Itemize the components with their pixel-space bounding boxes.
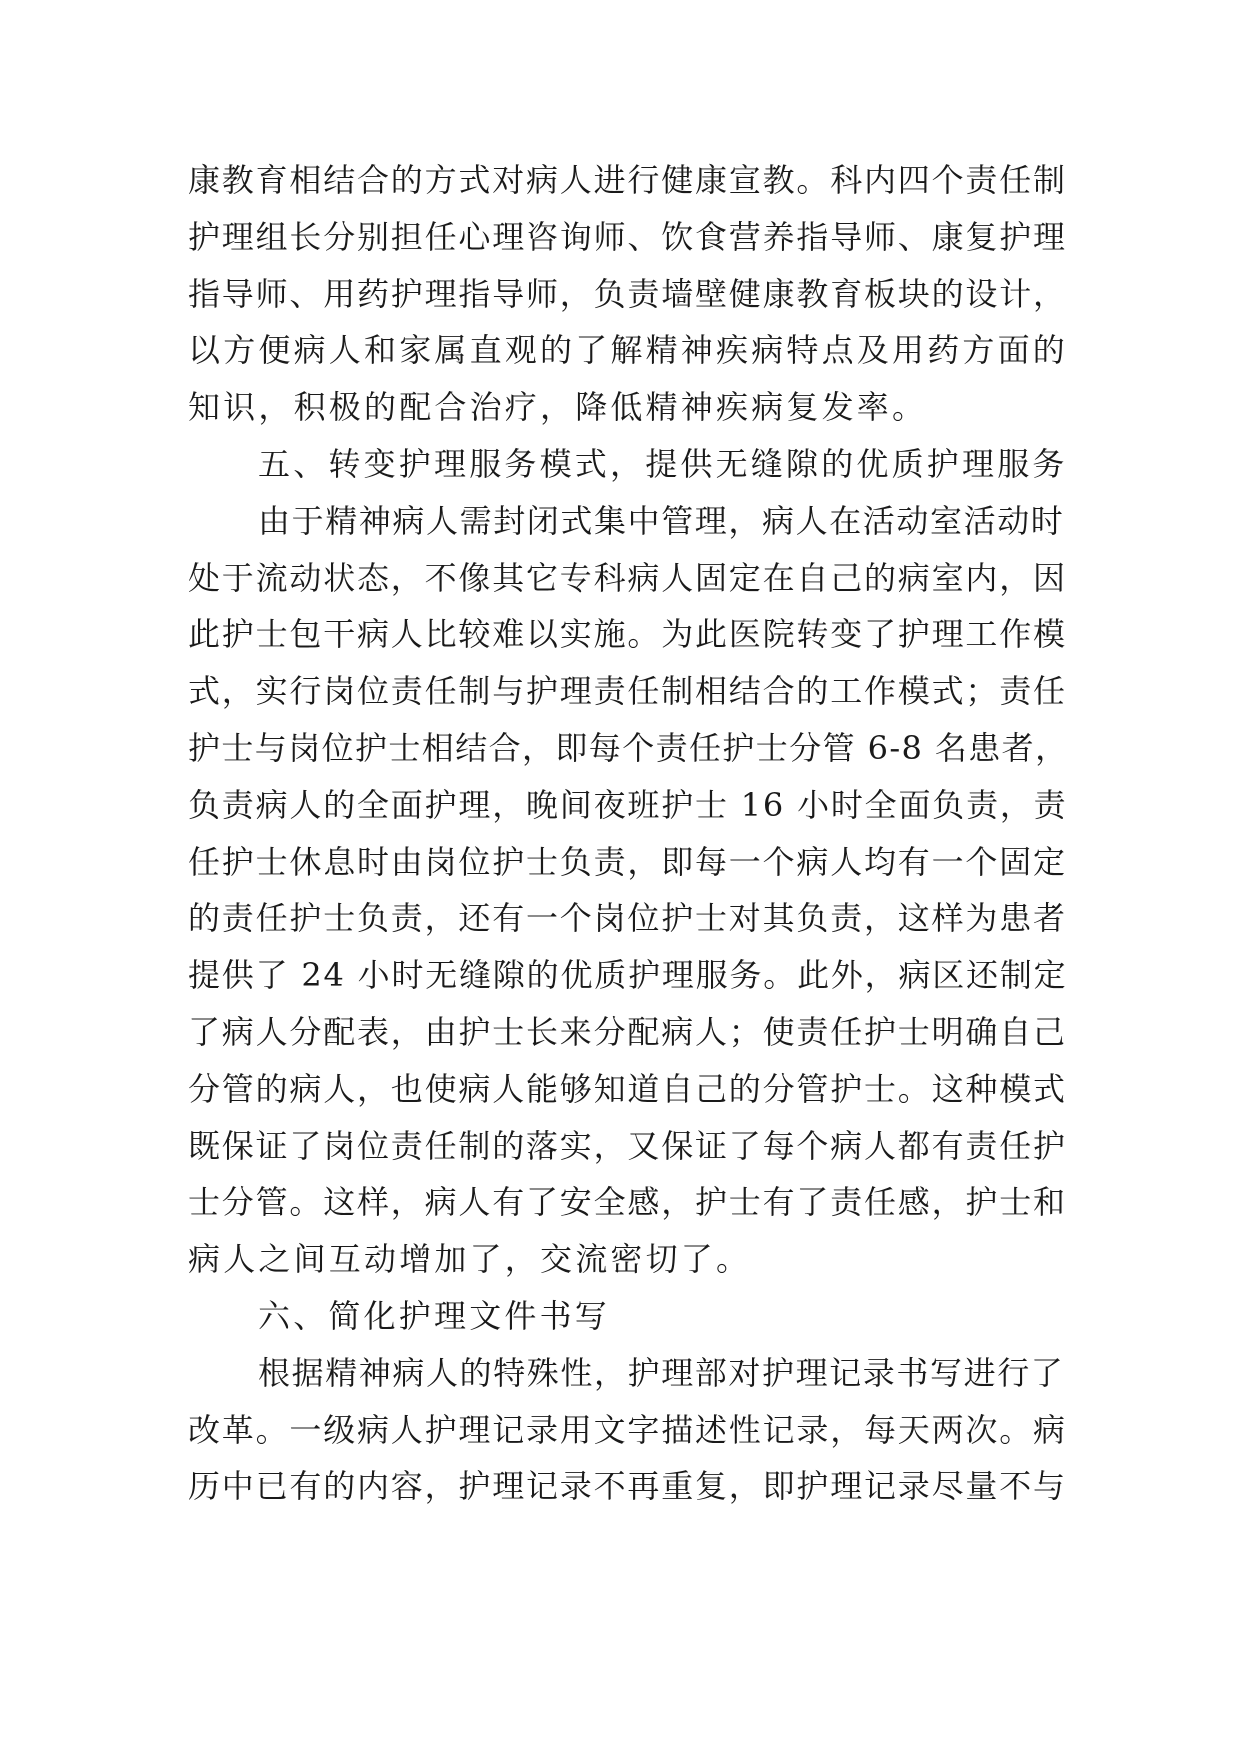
text-line: 知识，积极的配合治疗，降低精神疾病复发率。 bbox=[188, 388, 928, 426]
text-line: 康教育相结合的方式对病人进行健康宣教。科内四个责任制 bbox=[188, 161, 1067, 199]
text-line: 既保证了岗位责任制的落实，又保证了每个病人都有责任护 bbox=[188, 1127, 1067, 1165]
text-line: 由于精神病人需封闭式集中管理，病人在活动室活动时 bbox=[258, 502, 1065, 540]
section-heading: 五、转变护理服务模式，提供无缝隙的优质护理服务 bbox=[258, 445, 1068, 483]
text-line: 提供了 24 小时无缝隙的优质护理服务。此外，病区还制定 bbox=[188, 956, 1068, 994]
text-line: 式，实行岗位责任制与护理责任制相结合的工作模式；责任 bbox=[188, 672, 1067, 710]
text-line: 处于流动状态，不像其它专科病人固定在自己的病室内，因 bbox=[188, 559, 1067, 597]
text-line: 改革。一级病人护理记录用文字描述性记录，每天两次。病 bbox=[188, 1411, 1067, 1449]
text-line: 根据精神病人的特殊性，护理部对护理记录书写进行了 bbox=[258, 1354, 1065, 1392]
text-line: 以方便病人和家属直观的了解精神疾病特点及用药方面的 bbox=[188, 331, 1069, 369]
text-line: 了病人分配表，由护士长来分配病人；使责任护士明确自己 bbox=[188, 1013, 1067, 1051]
text-line: 的责任护士负责，还有一个岗位护士对其负责，这样为患者 bbox=[188, 899, 1067, 937]
section-heading: 六、简化护理文件书写 bbox=[258, 1297, 611, 1335]
text-line: 护士与岗位护士相结合，即每个责任护士分管 6-8 名患者， bbox=[188, 729, 1069, 767]
text-line: 此护士包干病人比较难以实施。为此医院转变了护理工作模 bbox=[188, 615, 1067, 653]
text-line: 病人之间互动增加了，交流密切了。 bbox=[188, 1240, 752, 1278]
text-line: 历中已有的内容，护理记录不再重复，即护理记录尽量不与 bbox=[188, 1467, 1067, 1505]
text-line: 分管的病人，也使病人能够知道自己的分管护士。这种模式 bbox=[188, 1070, 1067, 1108]
text-line: 士分管。这样，病人有了安全感，护士有了责任感，护士和 bbox=[188, 1183, 1067, 1221]
text-line: 指导师、用药护理指导师，负责墙壁健康教育板块的设计， bbox=[188, 275, 1067, 313]
text-line: 护理组长分别担任心理咨询师、饮食营养指导师、康复护理 bbox=[188, 218, 1067, 256]
text-line: 任护士休息时由岗位护士负责，即每一个病人均有一个固定 bbox=[188, 843, 1067, 881]
text-line: 负责病人的全面护理，晚间夜班护士 16 小时全面负责，责 bbox=[188, 786, 1068, 824]
